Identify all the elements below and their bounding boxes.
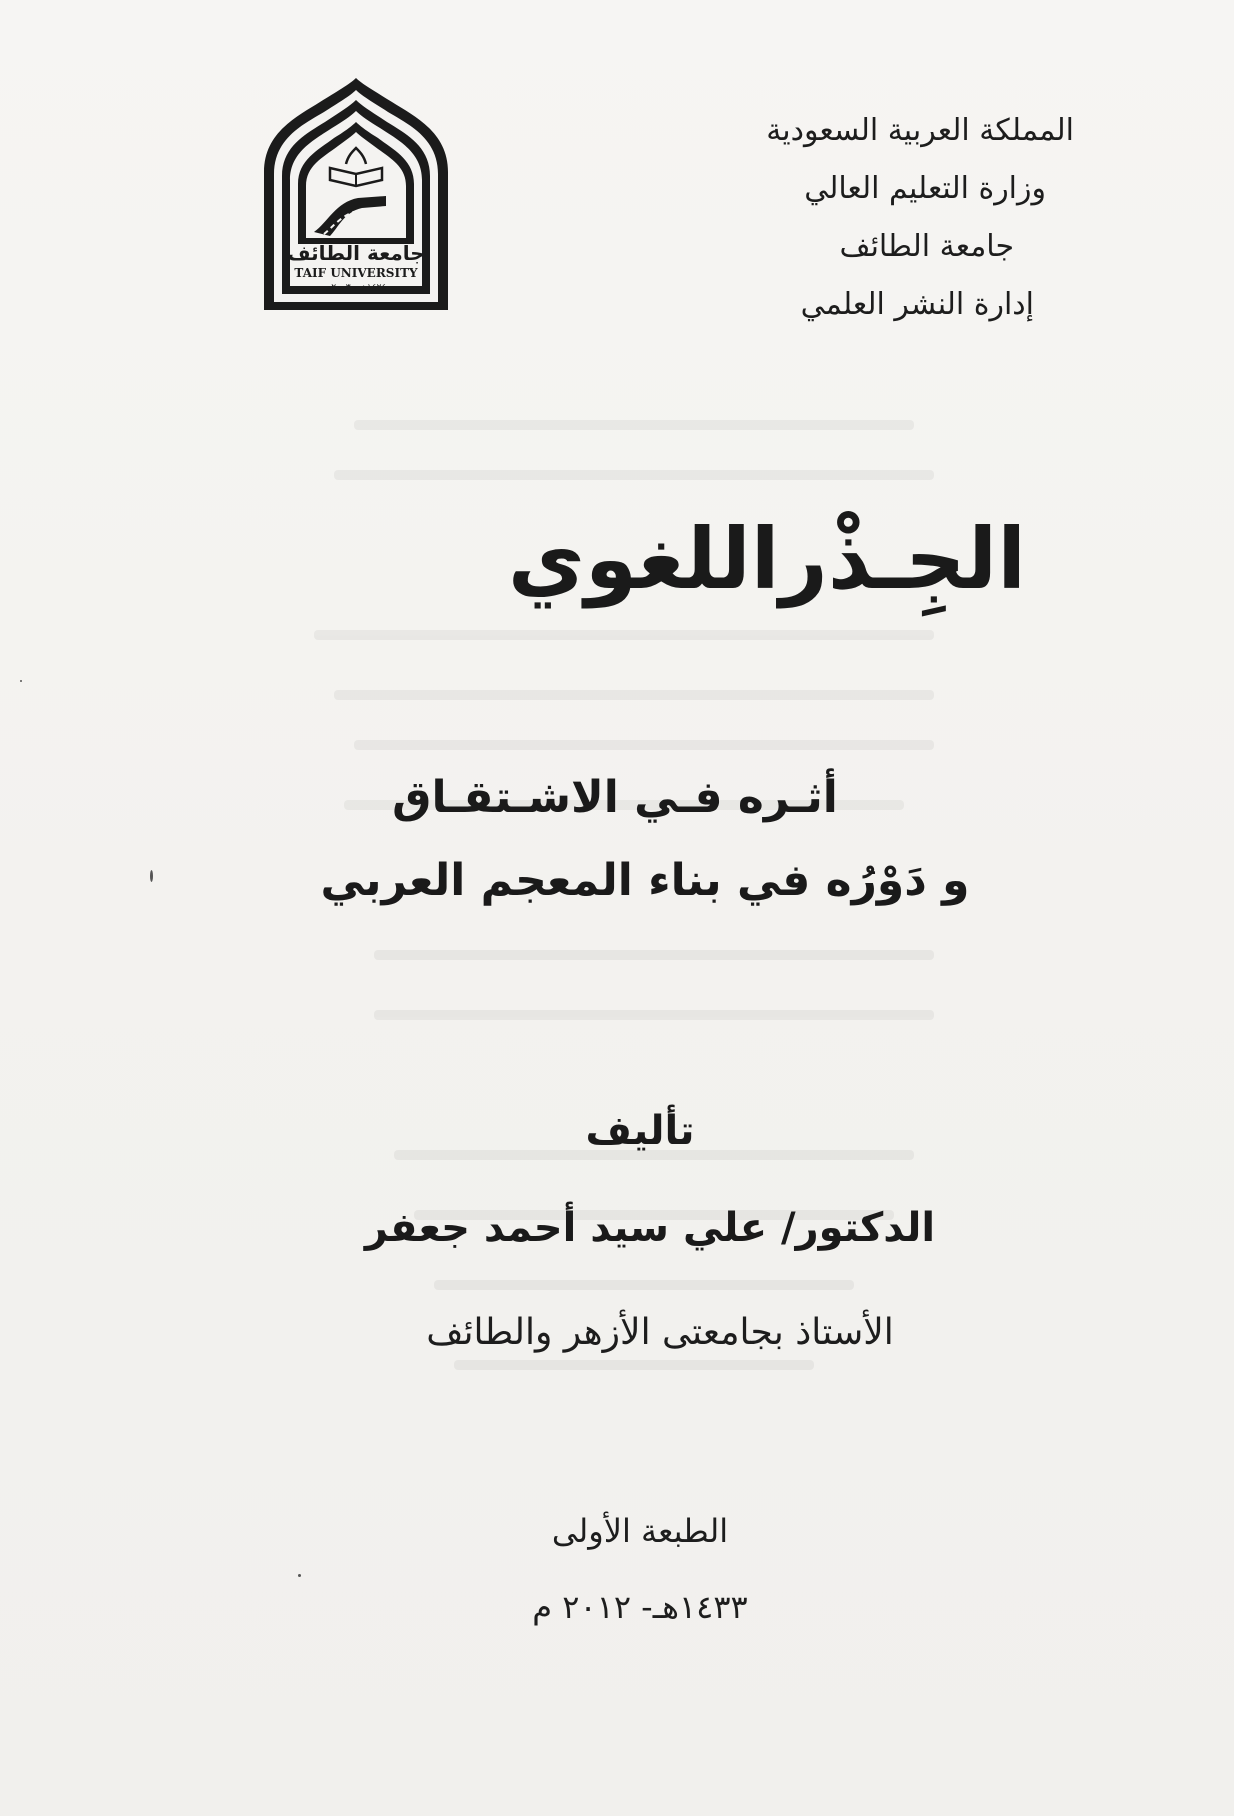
publisher-header bbox=[744, 102, 1074, 334]
scan-speck bbox=[20, 680, 22, 682]
taif-university-logo bbox=[258, 76, 454, 316]
logo-english-name: TAIF UNIVERSITY bbox=[294, 266, 418, 280]
header-kingdom: المملكة العربية السعودية bbox=[766, 113, 1074, 148]
book-title: الجِـذْراللغوي bbox=[507, 510, 1026, 608]
book-subtitle-line-1: أثـره فـي الاشـتقـاق bbox=[392, 772, 838, 823]
header-ministry: وزارة التعليم العالي bbox=[804, 171, 1046, 206]
logo-arabic-name: جامعة الطائف bbox=[287, 241, 425, 265]
edition-label: الطبعة الأولى bbox=[551, 1512, 729, 1550]
book-subtitle-line-2: و دَوْرُه في بناء المعجم العربي bbox=[320, 855, 970, 906]
author-name: الدكتور/ علي سيد أحمد جعفر bbox=[364, 1205, 936, 1251]
header-university: جامعة الطائف bbox=[839, 229, 1014, 264]
author-affiliation: الأستاذ بجامعتى الأزهر والطائف bbox=[426, 1312, 894, 1353]
authorship-label: تأليف bbox=[585, 1108, 695, 1154]
logo-founded-date: ١٤٢٤هـ - ٢٠٠٣م bbox=[325, 283, 387, 293]
header-publishing-dept: إدارة النشر العلمي bbox=[800, 287, 1034, 322]
scan-speck bbox=[150, 870, 153, 882]
scan-speck bbox=[298, 1574, 301, 1577]
publication-date: ١٤٣٣هـ- ٢٠١٢ م bbox=[532, 1588, 748, 1626]
